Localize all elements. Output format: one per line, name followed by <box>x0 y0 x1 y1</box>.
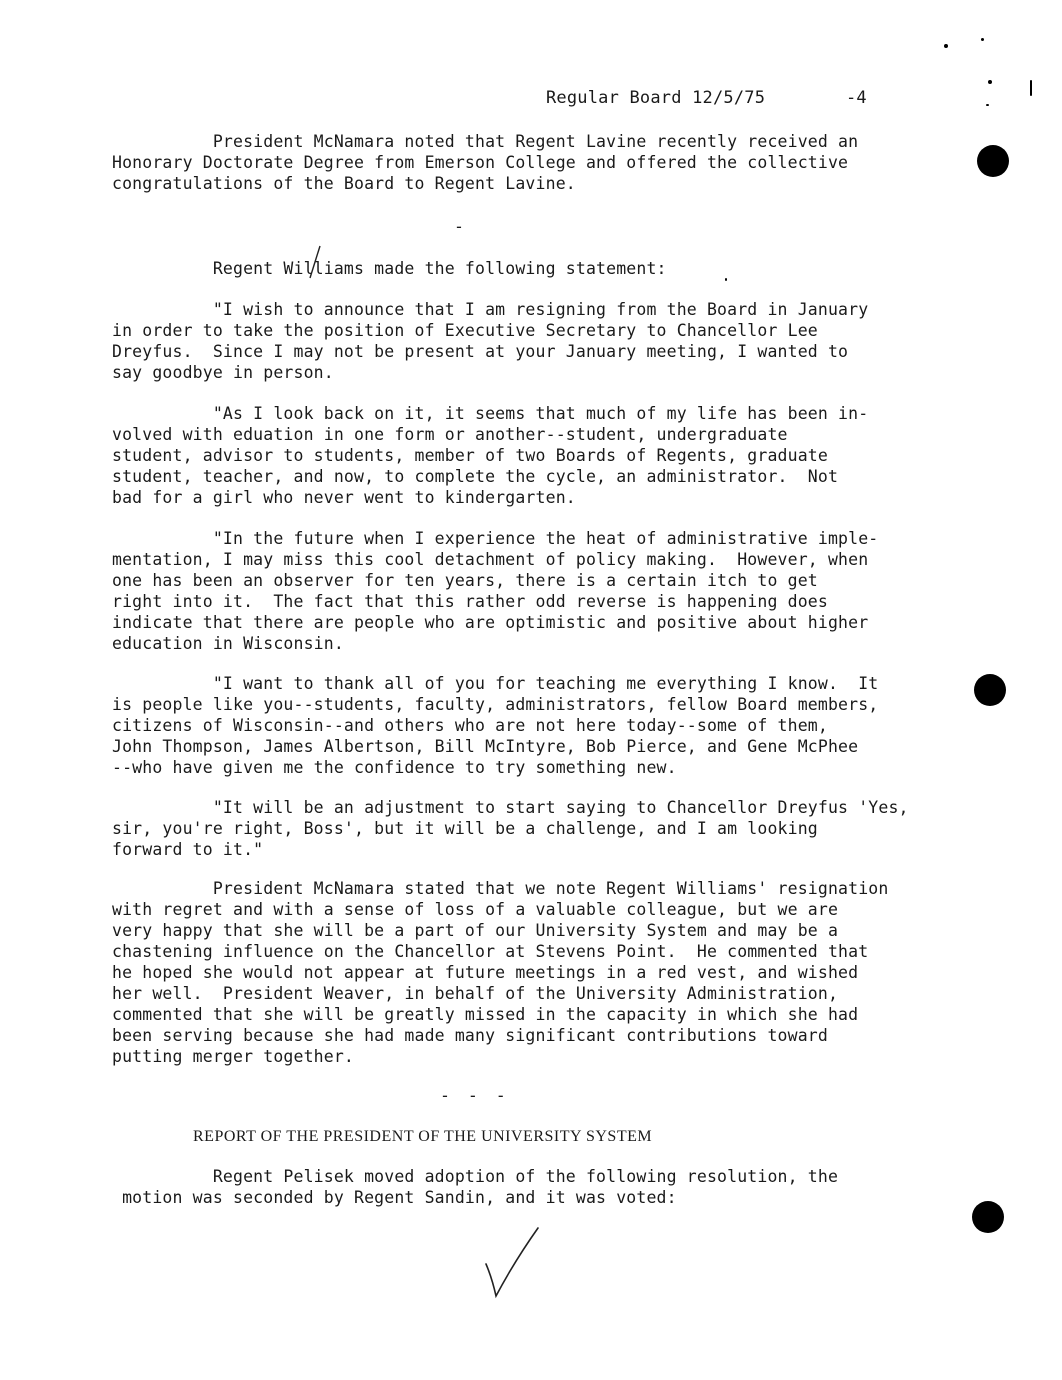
page-header <box>546 88 867 108</box>
binder-hole-top <box>977 145 1009 177</box>
section-heading-president-report: REPORT OF THE PRESIDENT OF THE UNIVERSITY SYSTEM <box>193 1128 653 1145</box>
paragraph-thanks: "I want to thank all of you for teaching me everything I know. It is people like you--students, faculty, administrators, fellow Board members, citizens of Wisconsin--and others who are not here today--some of them, John Thompson, James Albertson, Bill McIntyre, Bob Pierce, and Gene McPhee --who have given me the confidence to try something new. <box>112 674 879 777</box>
header-title: Regular Board 12/5/75 <box>546 88 766 108</box>
binder-hole-middle <box>974 674 1006 706</box>
handwritten-check-mark <box>478 1222 548 1302</box>
paragraph-administrative-future: "In the future when I experience the heat of administrative imple- mentation, I may miss this cool detachment of policy making. However, when one has been an observer for ten years, there is a certain itch to get right into it. The fact that this rather odd reverse is happening does indicate that there are people who are optimistic and positive about higher education in Wisconsin. <box>112 529 879 653</box>
separator-triple-dash: - - - <box>440 1086 510 1105</box>
scan-edge-mark <box>1030 80 1032 96</box>
paragraph-education-history: "As I look back on it, it seems that much of my life has been in- volved with eduation in one form or another--student, undergraduate student, advisor to students, member of two Boards of Regents, graduate student, teacher, and now, to complete the cycle, an administrator. Not bad for a girl who never went to kindergarten. <box>112 404 869 507</box>
scan-speck <box>944 44 948 48</box>
scan-speck <box>981 38 984 41</box>
handwritten-slash-mark <box>302 242 326 282</box>
scan-speck <box>988 80 992 84</box>
scan-speck <box>986 104 989 106</box>
paragraph-resignation-announcement: "I wish to announce that I am resigning from the Board in January in order to take the position of Executive Secretary to Chancellor Lee Dreyfus. Since I may not be present at your January meeting, I wanted to say goodbye in person. <box>112 300 869 382</box>
paragraph-chancellor-dreyfus: "It will be an adjustment to start saying to Chancellor Dreyfus 'Yes, sir, you're right, Boss', but it will be a challenge, and I am looking forward to it." <box>112 798 909 859</box>
binder-hole-bottom <box>972 1201 1004 1233</box>
paragraph-williams-intro: Regent Williams made the following statement: <box>112 259 667 278</box>
paragraph-pelisek-resolution: Regent Pelisek moved adoption of the following resolution, the motion was seconded by Regent Sandin, and it was voted: <box>122 1167 839 1207</box>
page-number: -4 <box>846 88 867 108</box>
scan-speck <box>725 278 727 281</box>
separator-dash: - <box>454 217 468 236</box>
paragraph-mcnamara-response: President McNamara stated that we note Regent Williams' resignation with regret and with a sense of loss of a valuable colleague, but we are very happy that she will be a part of our University System and may be a chastening influence on the Chancellor at Stevens Point. He commented that he hoped she would not appear at future meetings in a red vest, and wished her well. President Weaver, in behalf of the University Administration, commented that she will be greatly missed in the capacity in which she had been serving because she had made many significant contributions toward putting merger together. <box>112 879 889 1066</box>
paragraph-lavine-honorary-degree: President McNamara noted that Regent Lavine recently received an Honorary Doctorate Degree from Emerson College and offered the collective congratulations of the Board to Regent Lavine. <box>112 132 859 193</box>
